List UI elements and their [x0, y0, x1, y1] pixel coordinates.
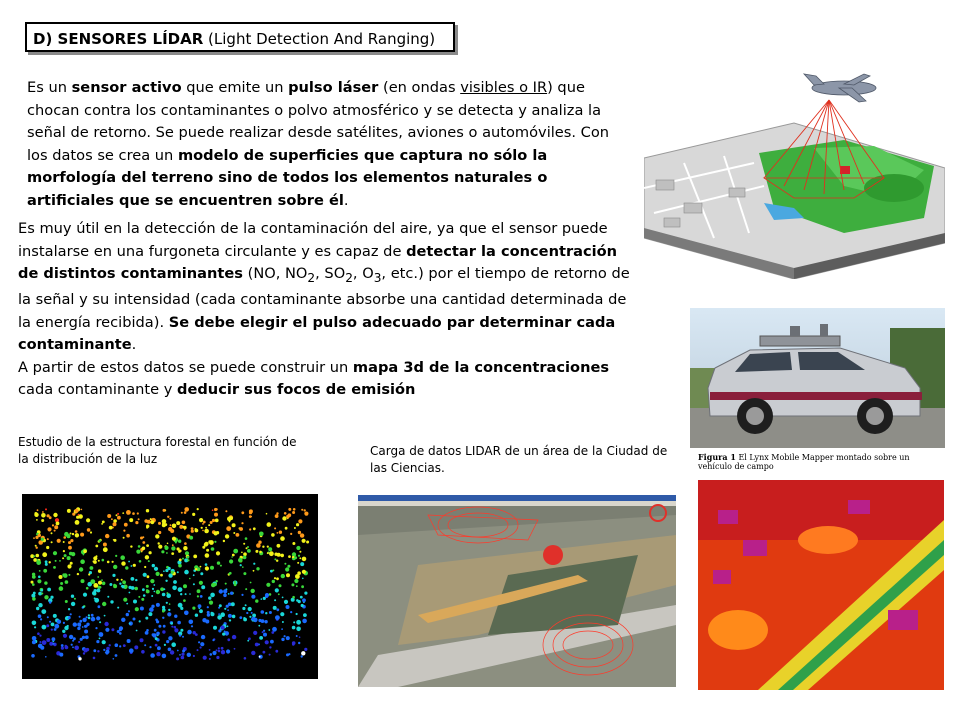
forest-caption: Estudio de la estructura forestal en función de la distribución de la luz — [18, 435, 297, 466]
pollution-paragraph — [18, 218, 630, 402]
text: . — [131, 336, 137, 354]
underlined-text: visibles o IR — [460, 79, 548, 96]
section-title — [25, 22, 455, 52]
figure-label: Figura 1 — [698, 452, 736, 462]
text: Es muy útil en la detección de la contaminación del aire, ya que el sensor puede instalarse en una furgoneta circulante y es capaz de — [18, 220, 608, 260]
bold-text: modelo de superficies que captura no sólo la morfología del terreno sino de todos los elementos naturales o artificiales que se encuentren sobre él — [27, 146, 548, 209]
text: , etc.) por el tiempo de retorno de la señal y su intensidad (cada contaminante absorbe una cantidad determinada de la energía recibida). — [18, 265, 630, 331]
city-of-sciences-lidar-image — [358, 495, 676, 687]
text: cada contaminante y — [18, 381, 178, 399]
forest-point-cloud — [22, 494, 318, 679]
bold-text: deducir sus focos de emisión — [177, 381, 416, 399]
bold-text: Se debe elegir el pulso adecuado par determinar cada contaminante — [18, 313, 616, 354]
subscript: 2 — [307, 270, 316, 285]
text: , SO — [315, 265, 346, 282]
text: , O — [352, 265, 374, 282]
bold-text: mapa 3d de la concentraciones — [352, 358, 610, 376]
bold-text: detectar la concentración de distintos contaminantes — [18, 242, 618, 282]
subscript: 3 — [373, 270, 382, 285]
lidar-airplane-illustration — [644, 68, 945, 279]
title-subtitle: (Light Detection And Ranging) — [208, 30, 436, 48]
text: ) que chocan contra los contaminantes o polvo atmosférico y se detecta y analiza la señal de retorno. Se puede realizar desde satélites, aviones o automóviles. Con los datos se crea un — [27, 79, 610, 164]
lidar-heatmap-image — [698, 480, 944, 690]
text: (NO, NO — [243, 265, 308, 282]
forest-point-cloud-image — [22, 494, 318, 679]
bold-text: pulso láser — [288, 79, 379, 96]
bold-text: sensor activo — [71, 79, 182, 96]
title-heading: D) SENSORES LÍDAR — [33, 30, 204, 48]
text: . — [343, 191, 349, 209]
figure-caption — [690, 452, 945, 471]
figure-text: El Lynx Mobile Mapper montado sobre un vehículo de campo — [698, 453, 910, 471]
city-caption: Carga de datos LIDAR de un área de la Ciudad de las Ciencias. — [370, 444, 668, 475]
text: A partir de estos datos se puede construir un — [18, 358, 353, 376]
text: (en ondas — [378, 79, 461, 96]
text: que emite un — [181, 79, 289, 96]
lynx-vehicle-photo — [690, 308, 945, 471]
text: Es un — [27, 79, 72, 96]
intro-paragraph — [27, 77, 627, 212]
subscript: 2 — [345, 270, 353, 285]
